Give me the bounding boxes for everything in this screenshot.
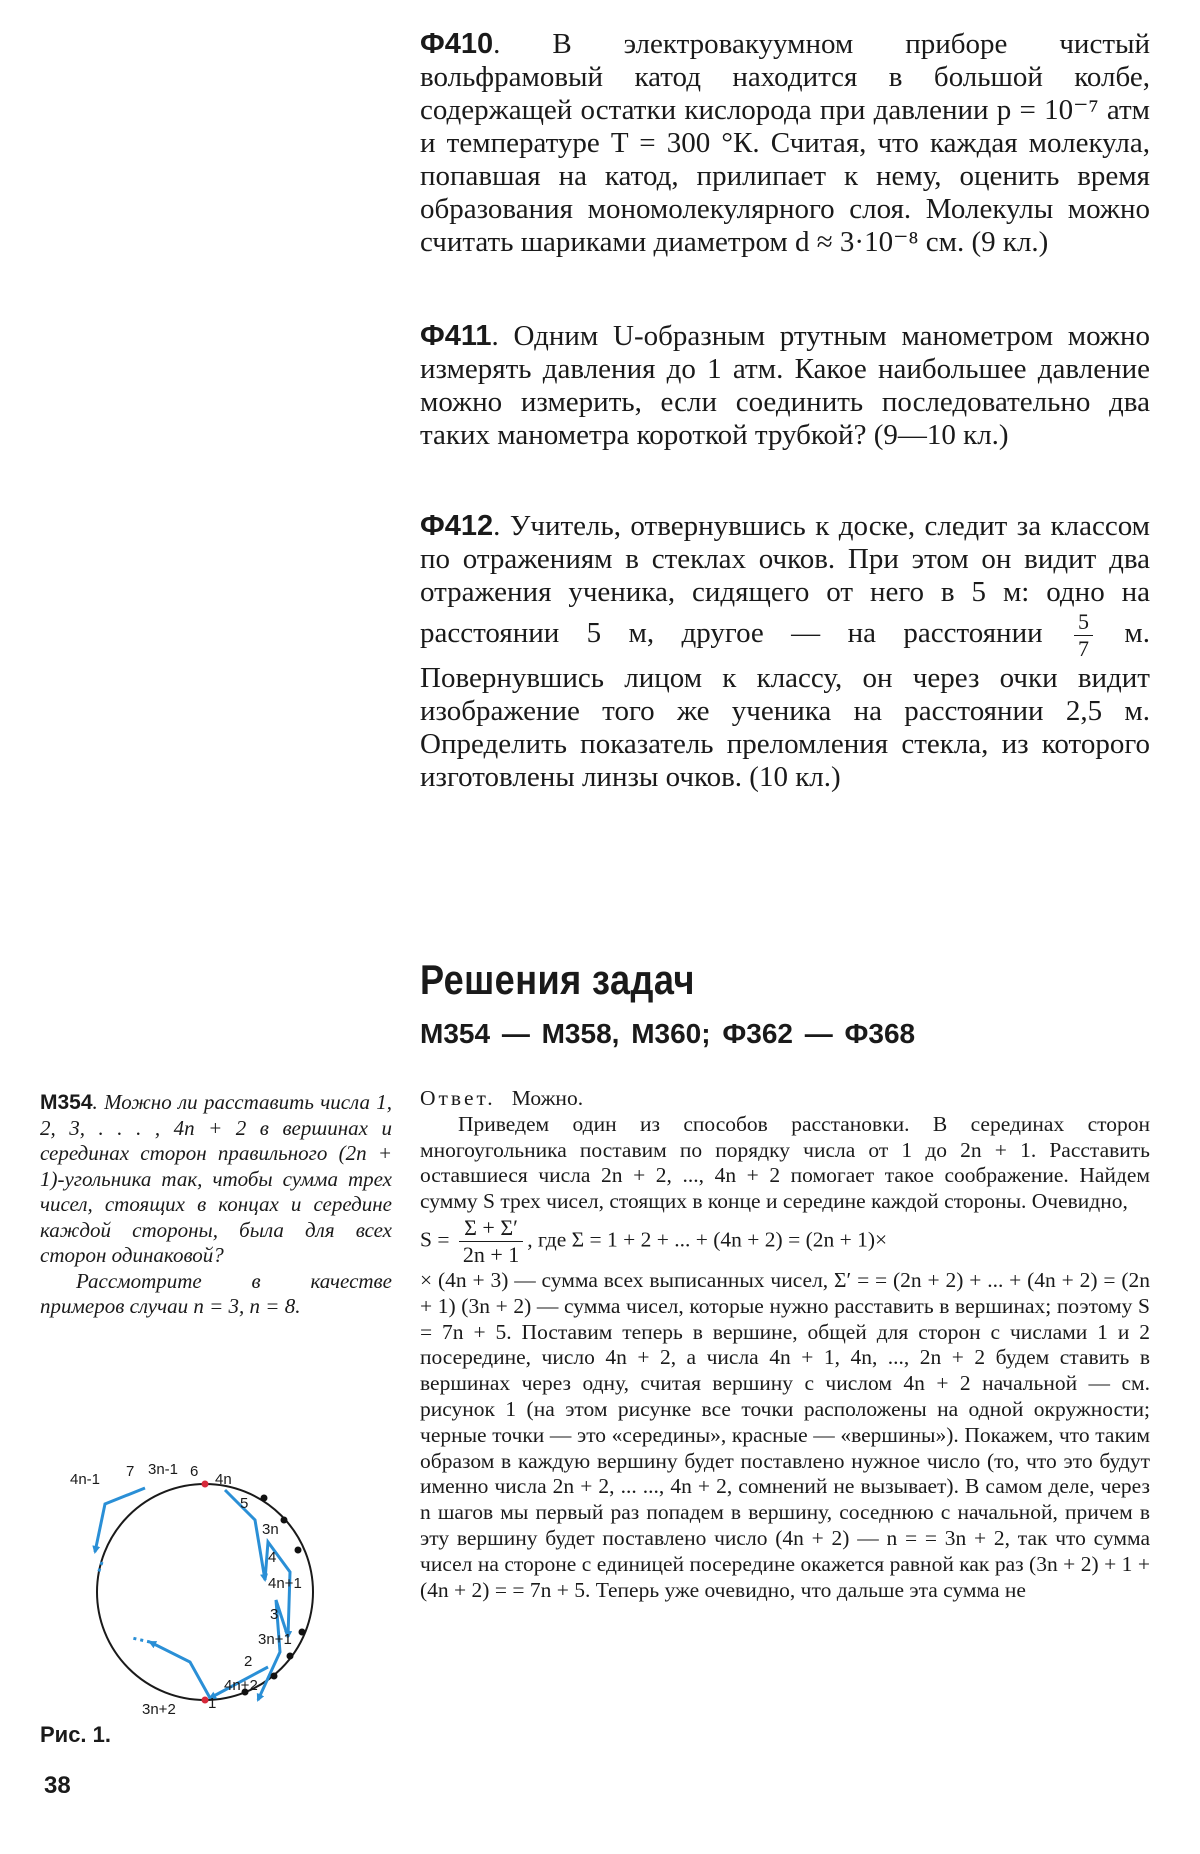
solution-m354 xyxy=(420,1086,1150,1603)
formula-denominator: 2n + 1 xyxy=(462,1241,520,1267)
formula-rhs: , где Σ = 1 + 2 + ... + (4n + 2) = (2n + 1)× xyxy=(527,1227,888,1252)
problem-f410 xyxy=(420,28,1150,259)
label-3: 3 xyxy=(270,1606,279,1623)
answer-label: Ответ. xyxy=(420,1086,496,1110)
label-3n: 3n xyxy=(262,1521,279,1538)
arrow-segment xyxy=(95,1488,145,1552)
formula-fraction xyxy=(459,1215,523,1268)
sidebar-problem-id: М354 xyxy=(40,1091,93,1114)
problem-id: Ф411 xyxy=(420,320,492,352)
vertex-dot xyxy=(202,1481,209,1488)
formula-numerator: Σ + Σ′ xyxy=(459,1215,523,1242)
fraction-denominator: 7 xyxy=(1078,636,1089,661)
solution-formula xyxy=(420,1215,1150,1268)
label-4n1: 4n+1 xyxy=(268,1575,302,1592)
midpoint-dot xyxy=(287,1653,294,1660)
problem-f411 xyxy=(420,320,1150,452)
label-6: 6 xyxy=(190,1463,199,1480)
label-4n: 4n xyxy=(215,1471,232,1488)
figure-1 xyxy=(40,1462,380,1717)
problem-f412 xyxy=(420,510,1150,794)
label-3n-1: 3n-1 xyxy=(148,1462,179,1478)
polygon-circle xyxy=(97,1484,313,1700)
midpoint-dot xyxy=(271,1673,278,1680)
section-subtitle: М354 — М358, М360; Ф362 — Ф368 xyxy=(420,1018,916,1049)
label-4n-1: 4n-1 xyxy=(70,1471,101,1488)
label-3n1: 3n+1 xyxy=(258,1631,292,1648)
figure-caption: Рис. 1. xyxy=(40,1722,112,1747)
sidebar-hint: Рассмотрите в качестве примеров случаи n = 3, n = 8. xyxy=(40,1268,392,1318)
midpoint-dot xyxy=(295,1547,302,1554)
problem-text: . В электровакуумном приборе чистый вольфрамовый катод находится в большой колбе, содержащей остатки кислорода при давлении p = 10⁻⁷ атм и температуре T = 300 °К. Считая, что каждая молекула, попавшая на катод, прилипает к нему, оценить время образования мономолекулярного слоя. Молекулы можно считать шариками диаметром d ≈ 3·10⁻⁸ см. (9 кл.) xyxy=(420,28,1150,258)
sidebar-statement: . Можно ли расставить числа 1, 2, 3, . . . , 4n + 2 в вершинах и серединах сторон правильного (2n + 1)-угольника так, чтобы сумма трех чисел, стоящих в концах и середине каждой стороны, была для всех сторон одинаковой? xyxy=(40,1090,392,1267)
sidebar-m354 xyxy=(40,1090,392,1320)
fraction xyxy=(1074,609,1093,662)
midpoint-dot xyxy=(299,1629,306,1636)
label-7: 7 xyxy=(126,1463,135,1480)
problem-text-2: м. Повернувшись лицом к классу, он через очки видит изображение того же ученика на расстоянии 2,5 м. Определить показатель преломления стекла, из которого изготовлены линзы очков. (10 кл.) xyxy=(420,617,1150,793)
label-4n2: 4n+2 xyxy=(224,1677,258,1694)
problem-text-1: . Учитель, отвернувшись к доске, следит за классом по отражениям в стеклах очков. При этом он видит два отражения ученика, сидящего от него в 5 м: одно на расстоянии 5 м, другое — на расстоянии xyxy=(420,510,1150,650)
label-2: 2 xyxy=(244,1653,253,1670)
formula-lhs: S = xyxy=(420,1227,450,1252)
page-number: 38 xyxy=(44,1772,71,1799)
problem-id: Ф410 xyxy=(420,28,494,60)
problem-id: Ф412 xyxy=(420,510,494,542)
solution-paragraph-1: Приведем один из способов расстановки. В серединах сторон многоугольника поставим по порядку числа от 1 до 2n + 1. Расставить оставшиеся числа 2n + 2, ..., 4n + 2 помогает такое соображение. Найдем сумму S трех чисел, стоящих в конце и середине каждой стороны. Очевидно, xyxy=(420,1111,1150,1214)
label-5: 5 xyxy=(240,1495,249,1512)
midpoint-dot xyxy=(281,1517,288,1524)
label-3n2: 3n+2 xyxy=(142,1701,176,1717)
midpoint-dot xyxy=(261,1495,268,1502)
label-1: 1 xyxy=(208,1695,217,1712)
arrow-dotted xyxy=(132,1638,150,1642)
problem-text: . Одним U-образным ртутным манометром можно измерять давления до 1 атм. Какое наибольшее давление можно измерить, если соединить последовательно два таких манометра короткой трубкой? (9—10 кл.) xyxy=(420,320,1150,451)
answer-value: Можно. xyxy=(511,1086,584,1110)
section-title: Решения задач xyxy=(420,956,695,1003)
label-4: 4 xyxy=(268,1549,277,1566)
solution-paragraph-2: × (4n + 3) — сумма всех выписанных чисел, Σ′ = = (2n + 2) + ... + (4n + 2) = (2n + 1) (3n + 2) — сумма чисел, которые нужно расставить в вершинах; поэтому S = 7n + 5. Поставим теперь в вершине, общей для сторон с числами 1 и 2 посередине, число 4n + 2, а числа 4n + 1, 4n, ..., 2n + 2 будем ставить в вершинах через одну, считая вершину с числом 4n + 2 начальной — см. рисунок 1 (на этом рисунке все точки расположены на одной окружности; черные точки — это «середины», красные — «вершины»). Покажем, что таким образом в каждую вершину будет поставлено нужное число (то, что это будут именно числа 2n + 2, ... ..., 4n + 2, сомнений не вызывает). В самом деле, через n шагов мы первый раз попадем в вершину, соседнюю с начальной, причем в эту вершину будет поставлено число (4n + 2) — n = = 3n + 2, так что сумма чисел на стороне с единицей посередине окажется равной как раз (3n + 2) + 1 + (4n + 2) = = 7n + 5. Теперь уже очевидно, что дальше эта сумма не xyxy=(420,1267,1150,1602)
fraction-numerator: 5 xyxy=(1074,609,1093,636)
